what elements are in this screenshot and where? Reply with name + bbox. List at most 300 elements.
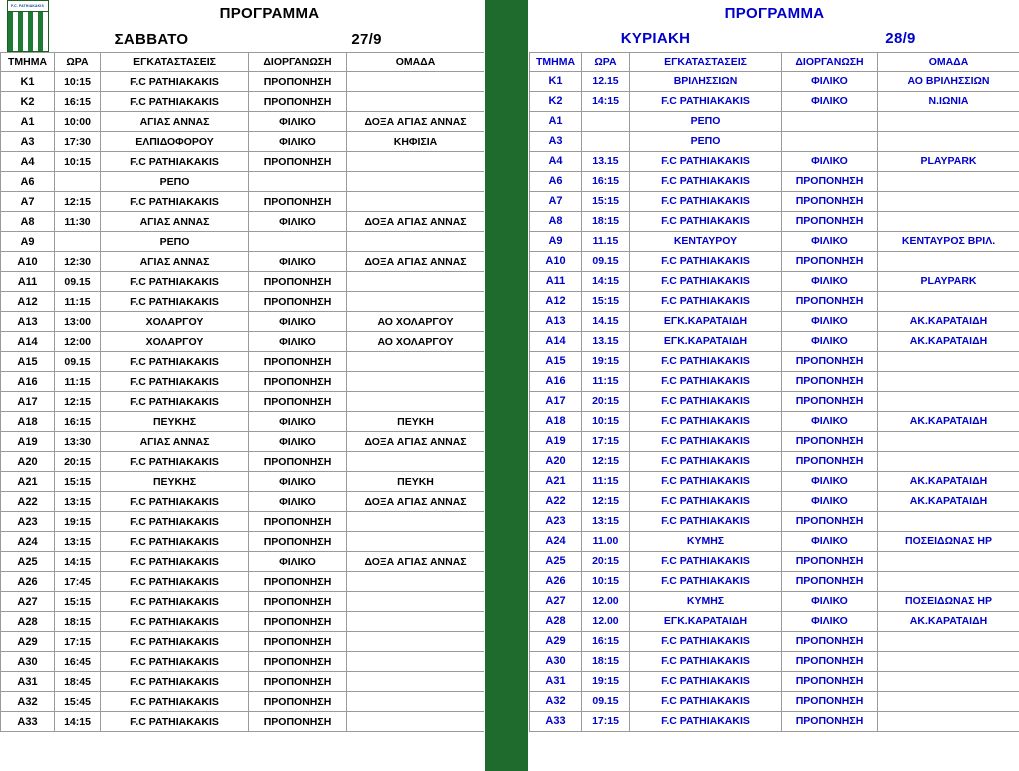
saturday-header-row [1,53,485,72]
saturday-day-row [1,26,485,52]
table-row[interactable] [530,391,1019,411]
cell-team: Α10 [530,251,582,271]
cell-facility: F.C ΡΑΤΗΙΑΚΑΚΙS [101,612,249,632]
table-row[interactable] [530,171,1019,191]
cell-team: Α7 [530,191,582,211]
cell-opponent [878,211,1019,231]
cell-organization: ΠΡΟΠΟΝΗΣΗ [249,532,347,552]
cell-time: 11:15 [582,471,630,491]
cell-opponent: ΑΚ.ΚΑΡΑΤΑΙΔΗ [878,411,1019,431]
table-row[interactable] [530,291,1019,311]
cell-organization: ΦΙΛΙΚΟ [249,552,347,572]
header-opponent: ΟΜΑΔΑ [347,53,485,72]
cell-opponent [878,171,1019,191]
cell-time: 17:15 [582,711,630,731]
table-row[interactable] [530,511,1019,531]
cell-organization: ΠΡΟΠΟΝΗΣΗ [249,612,347,632]
cell-facility: F.C ΡΑΤΗΙΑΚΑΚΙS [630,671,782,691]
table-row[interactable] [1,672,485,692]
table-row[interactable] [530,211,1019,231]
table-row[interactable] [530,611,1019,631]
cell-facility: F.C ΡΑΤΗΙΑΚΑΚΙS [101,572,249,592]
cell-team: Α1 [530,111,582,131]
cell-team: Α7 [1,192,55,212]
cell-time: 12:00 [55,332,101,352]
cell-facility: ΠΕΥΚΗΣ [101,412,249,432]
saturday-title: ΠΡΟΓΡΑΜΜΑ [219,4,320,22]
cell-time: 12:30 [55,252,101,272]
cell-opponent [878,671,1019,691]
cell-team: Α17 [1,392,55,412]
cell-facility: F.C ΡΑΤΗΙΑΚΑΚΙS [630,171,782,191]
cell-organization: ΦΙΛΙΚΟ [782,71,878,91]
table-row[interactable] [1,332,485,352]
table-row[interactable] [530,431,1019,451]
cell-organization: ΠΡΟΠΟΝΗΣΗ [249,352,347,372]
cell-team: Α12 [1,292,55,312]
cell-team: Α3 [530,131,582,151]
crest-stripes [8,12,48,51]
table-row[interactable] [530,251,1019,271]
cell-opponent [347,512,485,532]
sunday-date-cell [782,26,1019,52]
cell-organization: ΠΡΟΠΟΝΗΣΗ [249,292,347,312]
table-row[interactable] [530,451,1019,471]
cell-organization: ΠΡΟΠΟΝΗΣΗ [782,631,878,651]
cell-opponent [878,191,1019,211]
table-row[interactable] [1,352,485,372]
cell-opponent: ΑΚ.ΚΑΡΑΤΑΙΔΗ [878,471,1019,491]
table-row[interactable] [1,232,485,252]
table-row[interactable] [1,312,485,332]
cell-time: 11.00 [582,531,630,551]
cell-opponent [878,111,1019,131]
cell-team: Α13 [1,312,55,332]
cell-organization [249,172,347,192]
cell-team: Α6 [530,171,582,191]
cell-opponent [347,352,485,372]
cell-organization: ΦΙΛΙΚΟ [249,492,347,512]
saturday-title-row [1,0,485,26]
cell-facility: F.C ΡΑΤΗΙΑΚΑΚΙS [630,431,782,451]
cell-facility: F.C ΡΑΤΗΙΑΚΑΚΙS [101,512,249,532]
cell-organization: ΠΡΟΠΟΝΗΣΗ [782,391,878,411]
cell-team: Α16 [530,371,582,391]
cell-opponent [878,431,1019,451]
cell-facility: F.C ΡΑΤΗΙΑΚΑΚΙS [630,491,782,511]
table-row[interactable] [1,692,485,712]
table-row[interactable] [530,231,1019,251]
cell-time: 09.15 [55,352,101,372]
table-row[interactable] [530,411,1019,431]
table-row[interactable] [1,412,485,432]
cell-facility: F.C ΡΑΤΗΙΑΚΑΚΙS [630,411,782,431]
cell-opponent [878,691,1019,711]
table-row[interactable] [1,272,485,292]
cell-facility: F.C ΡΑΤΗΙΑΚΑΚΙS [630,471,782,491]
cell-organization: ΠΡΟΠΟΝΗΣΗ [782,431,878,451]
table-row[interactable] [1,572,485,592]
cell-organization: ΠΡΟΠΟΝΗΣΗ [249,72,347,92]
table-row[interactable] [1,472,485,492]
table-row[interactable] [530,271,1019,291]
cell-facility: F.C ΡΑΤΗΙΑΚΑΚΙS [101,492,249,512]
cell-organization: ΠΡΟΠΟΝΗΣΗ [782,571,878,591]
table-row[interactable] [530,691,1019,711]
table-row[interactable] [530,651,1019,671]
cell-organization: ΠΡΟΠΟΝΗΣΗ [249,512,347,532]
cell-time: 16:15 [582,171,630,191]
cell-organization: ΠΡΟΠΟΝΗΣΗ [249,392,347,412]
table-row[interactable] [530,71,1019,91]
cell-opponent [878,511,1019,531]
cell-organization: ΦΙΛΙΚΟ [249,252,347,272]
cell-facility: F.C ΡΑΤΗΙΑΚΑΚΙS [101,592,249,612]
cell-time: 13:15 [55,492,101,512]
cell-team: K2 [1,92,55,112]
cell-time: 16:15 [582,631,630,651]
table-row[interactable] [530,671,1019,691]
table-row[interactable] [1,492,485,512]
cell-facility: F.C ΡΑΤΗΙΑΚΑΚΙS [101,712,249,732]
cell-opponent: ΔΟΞΑ ΑΓΙΑΣ ΑΝΝΑΣ [347,252,485,272]
cell-opponent: PLAYPARK [878,151,1019,171]
cell-opponent [878,571,1019,591]
cell-facility: F.C ΡΑΤΗΙΑΚΑΚΙS [101,632,249,652]
table-row[interactable] [1,512,485,532]
cell-facility: F.C ΡΑΤΗΙΑΚΑΚΙS [630,511,782,531]
cell-team: Α1 [1,112,55,132]
cell-team: Α25 [1,552,55,572]
cell-time: 13:15 [55,532,101,552]
table-row[interactable] [530,111,1019,131]
cell-facility: ΡΕΠΟ [101,232,249,252]
table-row[interactable] [1,552,485,572]
table-row[interactable] [530,551,1019,571]
sunday-date: 28/9 [885,30,916,48]
cell-organization: ΠΡΟΠΟΝΗΣΗ [249,632,347,652]
cell-facility: ΕΛΠΙΔΟΦΟΡΟΥ [101,132,249,152]
cell-opponent [878,451,1019,471]
cell-team: Α28 [530,611,582,631]
table-row[interactable] [530,311,1019,331]
cell-opponent [347,272,485,292]
table-row[interactable] [1,172,485,192]
cell-organization: ΦΙΛΙΚΟ [249,412,347,432]
cell-organization: ΦΙΛΙΚΟ [782,151,878,171]
cell-team: Α21 [530,471,582,491]
cell-time: 19:15 [582,351,630,371]
cell-facility: F.C ΡΑΤΗΙΑΚΑΚΙS [101,272,249,292]
cell-time: 18:45 [55,672,101,692]
cell-time: 18:15 [582,211,630,231]
cell-time: 09.15 [582,691,630,711]
cell-facility: F.C ΡΑΤΗΙΑΚΑΚΙS [101,372,249,392]
cell-opponent [878,131,1019,151]
header-opponent: ΟΜΑΔΑ [878,52,1019,71]
header-time: ΩΡΑ [55,53,101,72]
sunday-title-cell [530,0,1019,26]
cell-opponent [347,192,485,212]
cell-organization [782,111,878,131]
cell-time: 12.00 [582,611,630,631]
cell-organization: ΦΙΛΙΚΟ [249,112,347,132]
cell-time: 10:00 [55,112,101,132]
cell-team: Α17 [530,391,582,411]
table-row[interactable] [530,491,1019,511]
cell-team: Α15 [530,351,582,371]
cell-opponent [347,152,485,172]
cell-organization: ΦΙΛΙΚΟ [249,212,347,232]
table-row[interactable] [1,192,485,212]
cell-facility: ΧΟΛΑΡΓΟΥ [101,332,249,352]
sunday-day: ΚΥΡΙΑΚΗ [620,30,691,48]
cell-opponent [347,532,485,552]
cell-opponent [347,572,485,592]
cell-team: Α24 [530,531,582,551]
cell-team: Α19 [530,431,582,451]
cell-team: Α11 [530,271,582,291]
cell-facility: ΕΓΚ.ΚΑΡΑΤΑΙΔΗ [630,331,782,351]
table-row[interactable] [530,571,1019,591]
cell-team: K1 [1,72,55,92]
table-row[interactable] [530,331,1019,351]
cell-facility: F.C ΡΑΤΗΙΑΚΑΚΙS [101,152,249,172]
cell-facility: F.C ΡΑΤΗΙΑΚΑΚΙS [630,291,782,311]
cell-time: 09.15 [582,251,630,271]
cell-opponent: Ν.ΙΩΝΙΑ [878,91,1019,111]
cell-organization: ΠΡΟΠΟΝΗΣΗ [782,291,878,311]
cell-team: Α30 [1,652,55,672]
cell-time: 15:15 [55,472,101,492]
cell-team: Α15 [1,352,55,372]
cell-organization: ΦΙΛΙΚΟ [782,491,878,511]
header-time: ΩΡΑ [582,52,630,71]
cell-organization: ΠΡΟΠΟΝΗΣΗ [249,372,347,392]
cell-organization: ΠΡΟΠΟΝΗΣΗ [782,511,878,531]
saturday-title-cell [55,0,485,26]
cell-facility: F.C ΡΑΤΗΙΑΚΑΚΙS [630,451,782,471]
cell-team: Α14 [530,331,582,351]
cell-time [55,232,101,252]
table-row[interactable] [1,432,485,452]
cell-team: Α31 [530,671,582,691]
cell-team: Α9 [530,231,582,251]
table-row[interactable] [1,112,485,132]
cell-opponent [347,692,485,712]
cell-organization: ΦΙΛΙΚΟ [782,271,878,291]
cell-time: 10:15 [55,72,101,92]
saturday-day: ΣΑΒΒΑΤΟ [114,30,189,48]
cell-team: Α10 [1,252,55,272]
table-row[interactable] [530,91,1019,111]
cell-opponent [878,391,1019,411]
cell-organization: ΦΙΛΙΚΟ [782,531,878,551]
sunday-header-row [530,52,1019,71]
cell-organization: ΠΡΟΠΟΝΗΣΗ [249,452,347,472]
cell-team: Α20 [530,451,582,471]
cell-time: 20:15 [582,551,630,571]
cell-facility: F.C ΡΑΤΗΙΑΚΑΚΙS [630,91,782,111]
table-row[interactable] [1,712,485,732]
cell-organization: ΠΡΟΠΟΝΗΣΗ [782,671,878,691]
cell-team: Α13 [530,311,582,331]
cell-facility: F.C ΡΑΤΗΙΑΚΑΚΙS [101,72,249,92]
table-row[interactable] [530,191,1019,211]
cell-organization: ΠΡΟΠΟΝΗΣΗ [249,692,347,712]
table-row[interactable] [530,351,1019,371]
cell-time: 13:15 [582,511,630,531]
cell-time: 12.00 [582,591,630,611]
cell-team: Α31 [1,672,55,692]
cell-facility: ΕΓΚ.ΚΑΡΑΤΑΙΔΗ [630,611,782,631]
cell-opponent [878,551,1019,571]
table-row[interactable] [1,292,485,312]
table-row[interactable] [1,252,485,272]
sunday-day-row [530,26,1019,52]
cell-time: 14:15 [55,712,101,732]
saturday-day-cell [55,26,249,52]
table-row[interactable] [530,471,1019,491]
cell-time: 11:15 [55,292,101,312]
cell-time: 11:15 [55,372,101,392]
table-row[interactable] [530,371,1019,391]
cell-time: 17:30 [55,132,101,152]
table-row[interactable] [530,131,1019,151]
cell-facility: ΑΓΙΑΣ ΑΝΝΑΣ [101,212,249,232]
cell-team: K1 [530,71,582,91]
cell-time: 17:15 [55,632,101,652]
cell-time: 14:15 [582,91,630,111]
sunday-title: ΠΡΟΓΡΑΜΜΑ [724,4,825,22]
table-row[interactable] [530,531,1019,551]
table-row[interactable] [530,711,1019,731]
cell-team: Α21 [1,472,55,492]
cell-facility: ΡΕΠΟ [630,131,782,151]
cell-facility: F.C ΡΑΤΗΙΑΚΑΚΙS [630,631,782,651]
table-row[interactable] [1,652,485,672]
cell-facility: F.C ΡΑΤΗΙΑΚΑΚΙS [630,551,782,571]
cell-opponent: PLAYPARK [878,271,1019,291]
cell-team: Α26 [530,571,582,591]
cell-team: Α33 [530,711,582,731]
green-divider [484,0,529,771]
cell-facility: F.C ΡΑΤΗΙΑΚΑΚΙS [630,691,782,711]
cell-opponent [347,672,485,692]
table-row[interactable] [1,612,485,632]
cell-organization: ΠΡΟΠΟΝΗΣΗ [782,451,878,471]
cell-organization: ΠΡΟΠΟΝΗΣΗ [249,192,347,212]
cell-organization: ΠΡΟΠΟΝΗΣΗ [782,551,878,571]
table-row[interactable] [1,152,485,172]
cell-time: 17:15 [582,431,630,451]
cell-opponent: ΑΚ.ΚΑΡΑΤΑΙΔΗ [878,611,1019,631]
cell-time: 11:30 [55,212,101,232]
cell-organization: ΠΡΟΠΟΝΗΣΗ [782,211,878,231]
cell-organization: ΦΙΛΙΚΟ [782,91,878,111]
cell-organization: ΠΡΟΠΟΝΗΣΗ [782,651,878,671]
cell-team: Α19 [1,432,55,452]
cell-facility: F.C ΡΑΤΗΙΑΚΑΚΙS [101,92,249,112]
cell-organization: ΦΙΛΙΚΟ [782,331,878,351]
cell-facility: F.C ΡΑΤΗΙΑΚΑΚΙS [630,651,782,671]
table-row[interactable] [1,372,485,392]
cell-opponent [878,371,1019,391]
cell-opponent: ΠΕΥΚΗ [347,412,485,432]
table-row[interactable] [1,392,485,412]
cell-time: 13:30 [55,432,101,452]
table-row[interactable] [530,591,1019,611]
cell-time: 18:15 [582,651,630,671]
cell-facility: F.C ΡΑΤΗΙΑΚΑΚΙS [630,571,782,591]
table-row[interactable] [530,151,1019,171]
cell-team: Α20 [1,452,55,472]
crest-label: F.C. PATHIAKAKIS [8,1,48,12]
cell-facility: F.C ΡΑΤΗΙΑΚΑΚΙS [101,292,249,312]
header-facility: ΕΓΚΑΤΑΣΤΑΣΕΙΣ [630,52,782,71]
cell-team: Α12 [530,291,582,311]
cell-facility: F.C ΡΑΤΗΙΑΚΑΚΙS [101,652,249,672]
cell-facility: F.C ΡΑΤΗΙΑΚΑΚΙS [630,391,782,411]
cell-team: Α32 [530,691,582,711]
cell-organization: ΠΡΟΠΟΝΗΣΗ [782,251,878,271]
table-row[interactable] [1,532,485,552]
cell-opponent [347,712,485,732]
cell-team: Α24 [1,532,55,552]
cell-organization: ΠΡΟΠΟΝΗΣΗ [782,191,878,211]
cell-opponent [347,172,485,192]
table-row[interactable] [1,592,485,612]
cell-time: 19:15 [55,512,101,532]
cell-opponent [347,372,485,392]
table-row[interactable] [1,212,485,232]
cell-facility: F.C ΡΑΤΗΙΑΚΑΚΙS [101,692,249,712]
cell-time: 15:15 [582,291,630,311]
cell-time: 12:15 [55,192,101,212]
cell-organization: ΠΡΟΠΟΝΗΣΗ [249,272,347,292]
cell-time: 10:15 [55,152,101,172]
cell-time: 16:15 [55,412,101,432]
table-row[interactable] [530,631,1019,651]
cell-team: Α18 [530,411,582,431]
cell-facility: F.C ΡΑΤΗΙΑΚΑΚΙS [101,532,249,552]
cell-time: 14:15 [55,552,101,572]
cell-organization: ΠΡΟΠΟΝΗΣΗ [249,92,347,112]
cell-opponent [347,612,485,632]
table-row[interactable] [1,632,485,652]
saturday-date: 27/9 [351,30,382,48]
table-row[interactable] [1,452,485,472]
table-row[interactable] [1,132,485,152]
cell-team: Α22 [530,491,582,511]
cell-team: Α3 [1,132,55,152]
cell-opponent [878,711,1019,731]
header-organization: ΔΙΟΡΓΑΝΩΣΗ [782,52,878,71]
cell-organization: ΠΡΟΠΟΝΗΣΗ [249,712,347,732]
table-row[interactable] [1,92,485,112]
cell-opponent: ΔΟΞΑ ΑΓΙΑΣ ΑΝΝΑΣ [347,112,485,132]
cell-organization: ΦΙΛΙΚΟ [782,591,878,611]
table-row[interactable] [1,72,485,92]
cell-opponent: ΔΟΞΑ ΑΓΙΑΣ ΑΝΝΑΣ [347,552,485,572]
cell-time: 10:15 [582,571,630,591]
cell-time: 12:15 [55,392,101,412]
cell-opponent [878,251,1019,271]
cell-opponent: ΔΟΞΑ ΑΓΙΑΣ ΑΝΝΑΣ [347,212,485,232]
cell-team: Α4 [530,151,582,171]
cell-time: 20:15 [55,452,101,472]
cell-time: 11:15 [582,371,630,391]
